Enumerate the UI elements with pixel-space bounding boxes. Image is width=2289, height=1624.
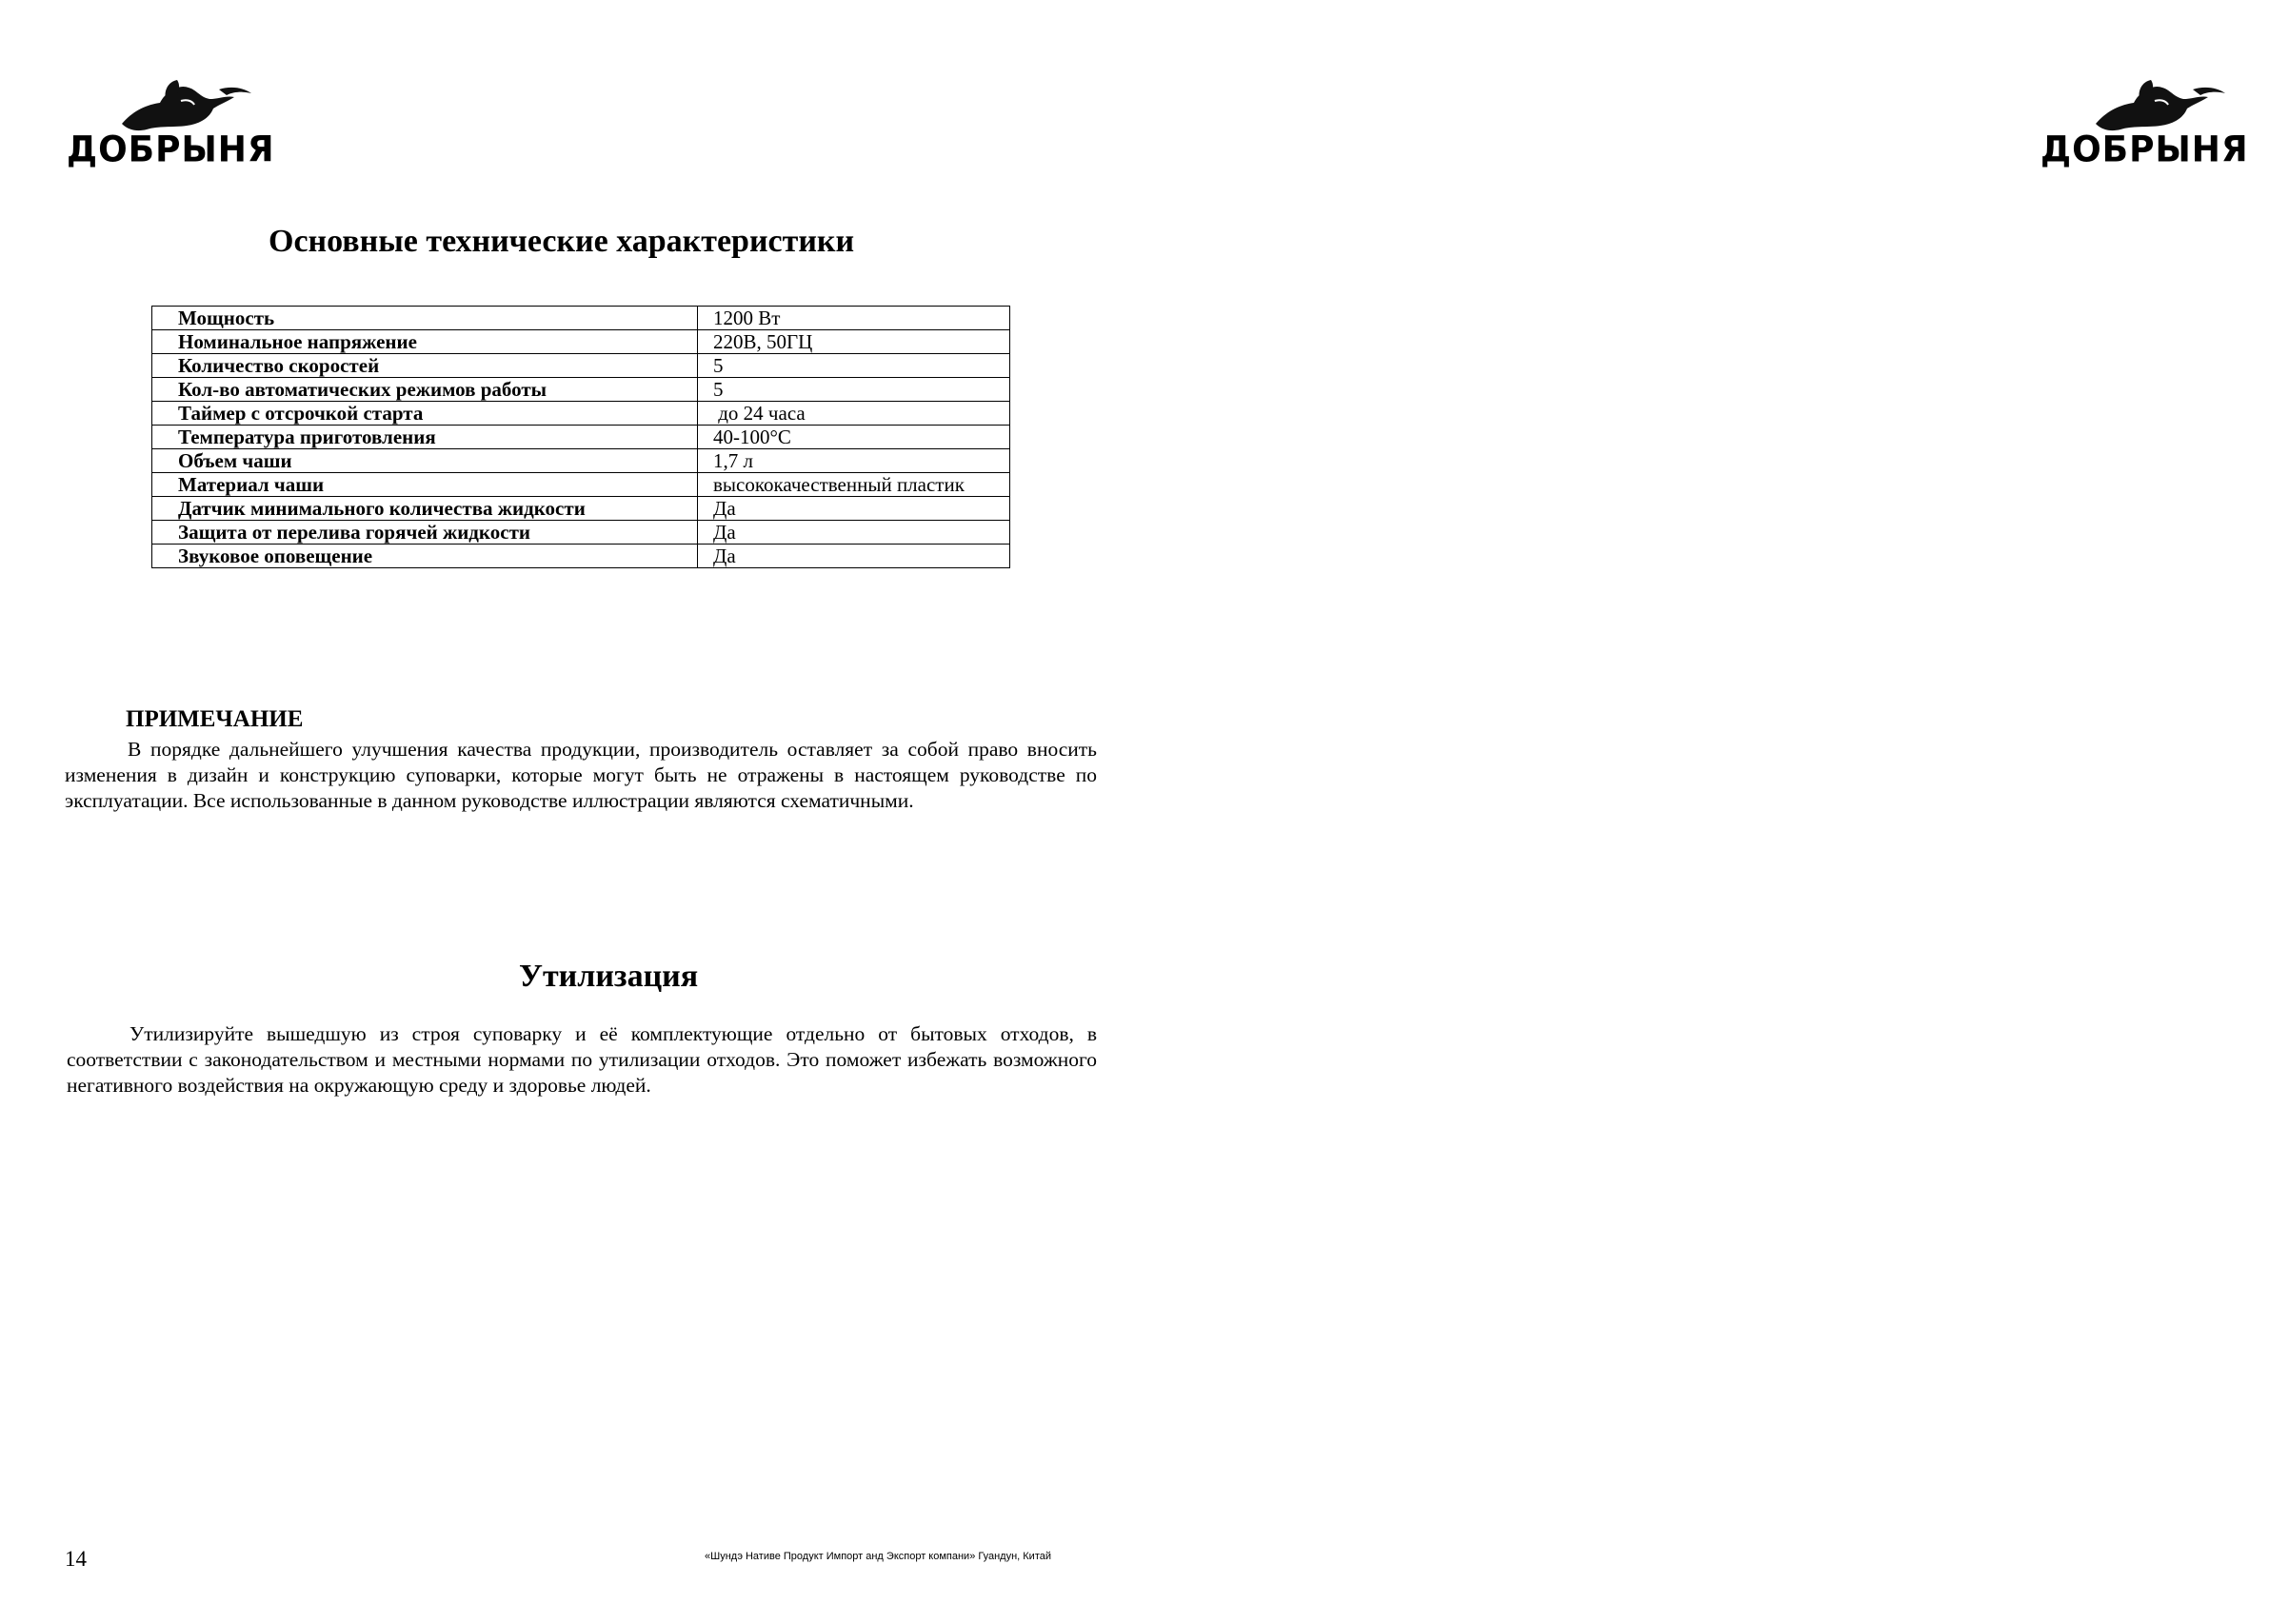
table-row (152, 545, 1010, 568)
spec-value: 1,7 л (698, 449, 1010, 473)
spec-param: Мощность (152, 307, 698, 330)
brand-name-left: ДОБРЫНЯ (67, 129, 275, 170)
horse-rider-icon (67, 76, 263, 135)
spec-param: Кол-во автоматических режимов работы (152, 378, 698, 402)
spec-param: Датчик минимального количества жидкости (152, 497, 698, 521)
spec-value: высококачественный пластик (698, 473, 1010, 497)
spec-param: Защита от перелива горячей жидкости (152, 521, 698, 545)
disposal-title: Утилизация (519, 959, 699, 994)
table-row (152, 473, 1010, 497)
table-row (152, 521, 1010, 545)
spec-param: Температура приготовления (152, 426, 698, 449)
table-row (152, 402, 1010, 426)
spec-value: Да (698, 497, 1010, 521)
manufacturer-footer: «Шундэ Нативе Продукт Импорт анд Экспорт компани» Гуандун, Китай (705, 1551, 1052, 1562)
note-heading: ПРИМЕЧАНИЕ (126, 706, 304, 732)
brand-logo-right (2040, 76, 2249, 170)
table-row (152, 378, 1010, 402)
spec-value: 220В, 50ГЦ (698, 330, 1010, 354)
spec-param: Таймер с отсрочкой старта (152, 402, 698, 426)
spec-param: Звуковое оповещение (152, 545, 698, 568)
spec-value: Да (698, 521, 1010, 545)
spec-value: Да (698, 545, 1010, 568)
page-number: 14 (65, 1547, 87, 1571)
specs-title: Основные технические характеристики (269, 224, 855, 259)
spec-param: Материал чаши (152, 473, 698, 497)
table-row (152, 449, 1010, 473)
horse-rider-icon (2040, 76, 2237, 135)
spec-value: 1200 Вт (698, 307, 1010, 330)
table-row (152, 330, 1010, 354)
spec-value: 5 (698, 354, 1010, 378)
table-row (152, 354, 1010, 378)
spec-param: Количество скоростей (152, 354, 698, 378)
brand-name-right: ДОБРЫНЯ (2040, 129, 2249, 170)
spec-param: Объем чаши (152, 449, 698, 473)
brand-logo-left (67, 76, 275, 170)
spec-value: до 24 часа (698, 402, 1010, 426)
spec-value: 40-100°С (698, 426, 1010, 449)
spec-param: Номинальное напряжение (152, 330, 698, 354)
disposal-text: Утилизируйте вышедшую из строя суповарку и её комплектующие отдельно от бытовых отходов, в соответствии с законодательством и местными нормами по утилизации отходов. Это поможет избежать возможного негативного воздействия на окружающую среду и здоровье людей. (67, 1022, 1097, 1097)
table-row (152, 307, 1010, 330)
specs-table (151, 306, 1010, 568)
note-text: В порядке дальнейшего улучшения качества продукции, производитель оставляет за собой право вносить изменения в дизайн и конструкцию суповарки, которые могут быть не отражены в настоящем руководстве по эксплуатации. Все использованные в данном руководстве иллюстрации являются схематичными. (65, 738, 1097, 812)
table-row (152, 426, 1010, 449)
spec-value: 5 (698, 378, 1010, 402)
table-row (152, 497, 1010, 521)
